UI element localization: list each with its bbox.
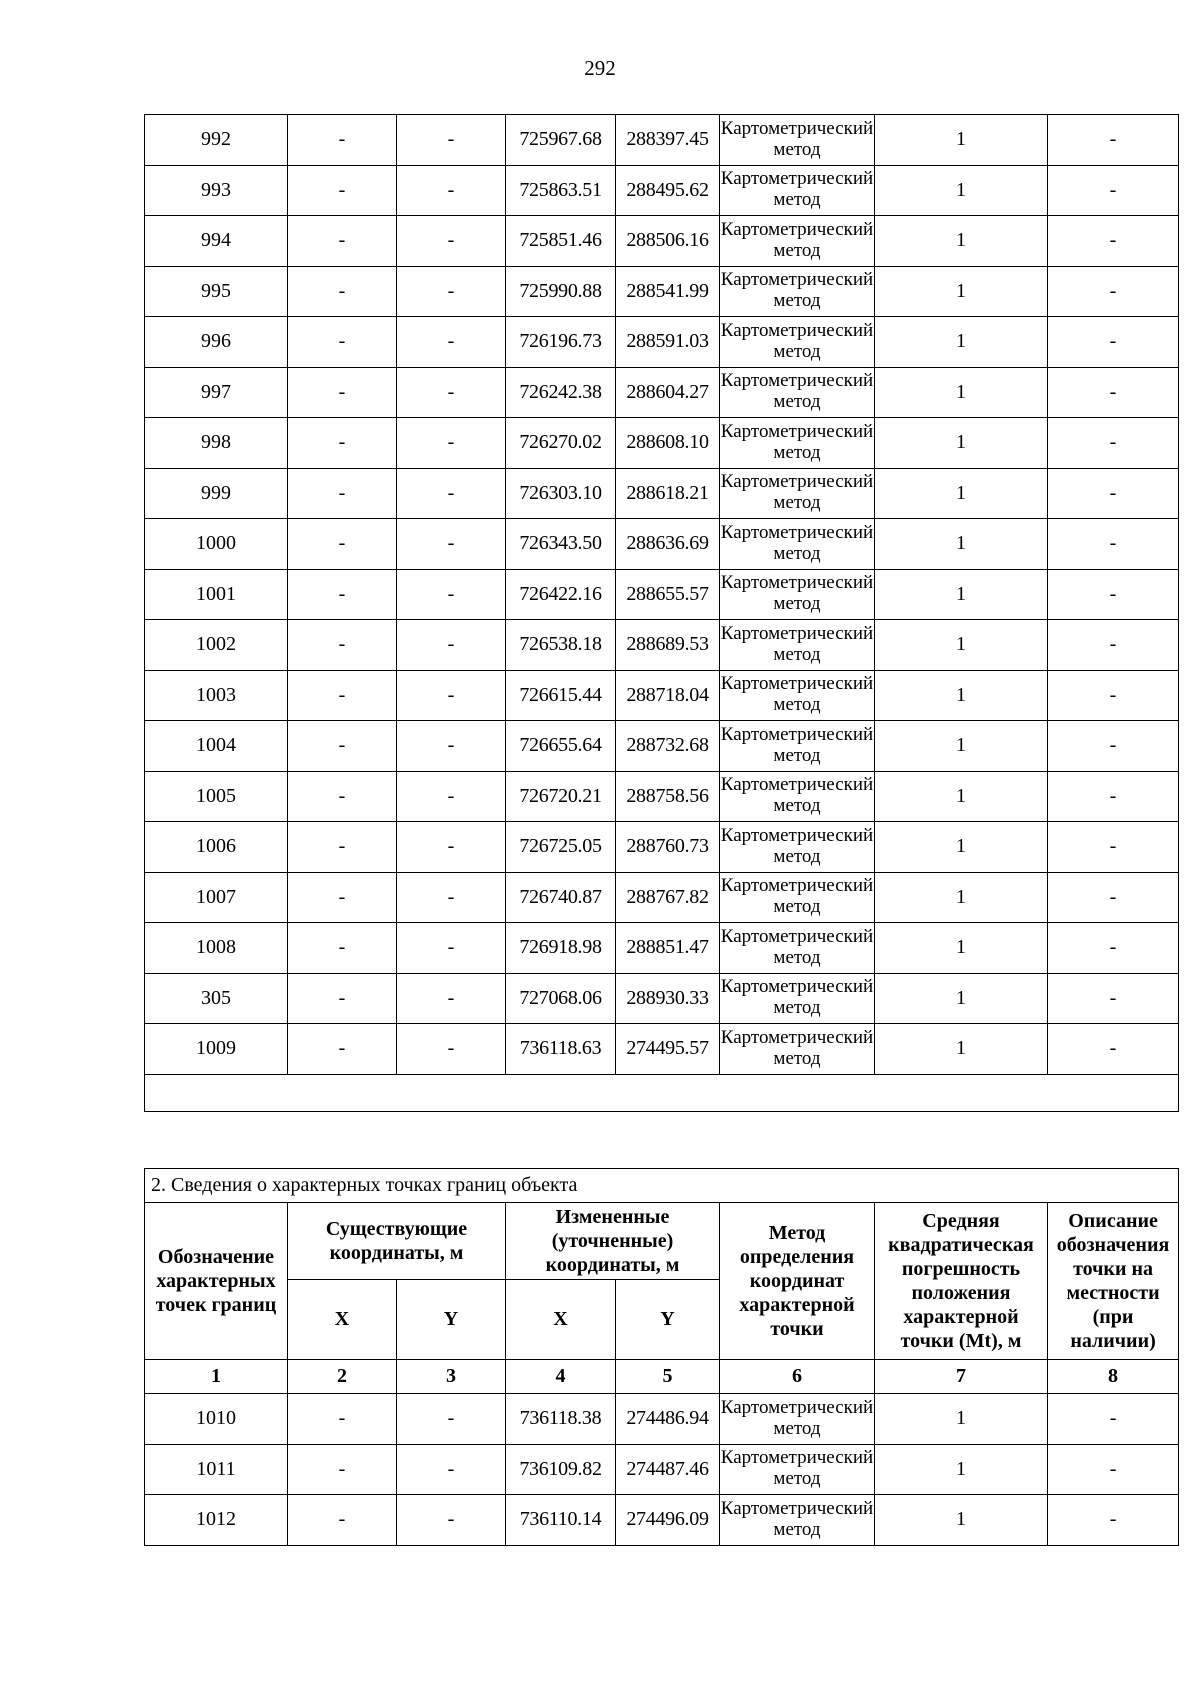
y-cell: 274487.46 bbox=[616, 1444, 720, 1495]
existing-x-cell: - bbox=[288, 721, 397, 772]
existing-y-cell: - bbox=[397, 367, 506, 418]
existing-y-cell: - bbox=[397, 165, 506, 216]
header-existing-x: X bbox=[288, 1280, 397, 1360]
method-cell: Картометрический метод bbox=[720, 165, 875, 216]
method-cell: Картометрический метод bbox=[720, 1444, 875, 1495]
x-cell: 725990.88 bbox=[506, 266, 616, 317]
boundary-points-table bbox=[144, 1168, 1179, 1546]
existing-y-cell: - bbox=[397, 266, 506, 317]
x-cell: 726303.10 bbox=[506, 468, 616, 519]
y-cell: 288930.33 bbox=[616, 973, 720, 1024]
existing-x-cell: - bbox=[288, 418, 397, 469]
point-cell: 994 bbox=[145, 216, 288, 267]
existing-y-cell: - bbox=[397, 1024, 506, 1075]
header-mt: Средняя квадратическая погрешность положения характерной точки (Mt), м bbox=[875, 1203, 1048, 1360]
existing-y-cell: - bbox=[397, 569, 506, 620]
existing-x-cell: - bbox=[288, 569, 397, 620]
y-cell: 288397.45 bbox=[616, 115, 720, 166]
column-number: 7 bbox=[875, 1360, 1048, 1394]
mt-cell: 1 bbox=[875, 1444, 1048, 1495]
existing-y-cell: - bbox=[397, 317, 506, 368]
point-cell: 999 bbox=[145, 468, 288, 519]
method-cell: Картометрический метод bbox=[720, 923, 875, 974]
description-cell: - bbox=[1048, 620, 1179, 671]
existing-x-cell: - bbox=[288, 266, 397, 317]
method-cell: Картометрический метод bbox=[720, 670, 875, 721]
description-cell: - bbox=[1048, 1394, 1179, 1445]
description-cell: - bbox=[1048, 872, 1179, 923]
table-row bbox=[145, 973, 1179, 1024]
table-row bbox=[145, 1495, 1179, 1546]
mt-cell: 1 bbox=[875, 620, 1048, 671]
description-cell: - bbox=[1048, 468, 1179, 519]
header-existing-y: Y bbox=[397, 1280, 506, 1360]
mt-cell: 1 bbox=[875, 1024, 1048, 1075]
method-cell: Картометрический метод bbox=[720, 1495, 875, 1546]
method-cell: Картометрический метод bbox=[720, 771, 875, 822]
existing-y-cell: - bbox=[397, 670, 506, 721]
y-cell: 288760.73 bbox=[616, 822, 720, 873]
boundary-points-table-continued bbox=[144, 114, 1179, 1112]
point-cell: 996 bbox=[145, 317, 288, 368]
description-cell: - bbox=[1048, 569, 1179, 620]
method-cell: Картометрический метод bbox=[720, 1394, 875, 1445]
description-cell: - bbox=[1048, 1024, 1179, 1075]
point-cell: 997 bbox=[145, 367, 288, 418]
x-cell: 726242.38 bbox=[506, 367, 616, 418]
point-cell: 1001 bbox=[145, 569, 288, 620]
method-cell: Картометрический метод bbox=[720, 266, 875, 317]
existing-y-cell: - bbox=[397, 1394, 506, 1445]
point-cell: 1006 bbox=[145, 822, 288, 873]
x-cell: 726270.02 bbox=[506, 418, 616, 469]
mt-cell: 1 bbox=[875, 923, 1048, 974]
table-row bbox=[145, 670, 1179, 721]
existing-y-cell: - bbox=[397, 468, 506, 519]
method-cell: Картометрический метод bbox=[720, 418, 875, 469]
point-cell: 1010 bbox=[145, 1394, 288, 1445]
mt-cell: 1 bbox=[875, 1394, 1048, 1445]
existing-x-cell: - bbox=[288, 1495, 397, 1546]
x-cell: 736118.63 bbox=[506, 1024, 616, 1075]
table-row bbox=[145, 418, 1179, 469]
method-cell: Картометрический метод bbox=[720, 468, 875, 519]
x-cell: 736109.82 bbox=[506, 1444, 616, 1495]
x-cell: 736110.14 bbox=[506, 1495, 616, 1546]
point-cell: 1000 bbox=[145, 519, 288, 570]
mt-cell: 1 bbox=[875, 418, 1048, 469]
existing-y-cell: - bbox=[397, 721, 506, 772]
mt-cell: 1 bbox=[875, 822, 1048, 873]
point-cell: 995 bbox=[145, 266, 288, 317]
description-cell: - bbox=[1048, 165, 1179, 216]
mt-cell: 1 bbox=[875, 519, 1048, 570]
table-row bbox=[145, 519, 1179, 570]
existing-y-cell: - bbox=[397, 822, 506, 873]
table-row bbox=[145, 771, 1179, 822]
method-cell: Картометрический метод bbox=[720, 317, 875, 368]
y-cell: 288541.99 bbox=[616, 266, 720, 317]
description-cell: - bbox=[1048, 115, 1179, 166]
point-cell: 1012 bbox=[145, 1495, 288, 1546]
y-cell: 274486.94 bbox=[616, 1394, 720, 1445]
existing-x-cell: - bbox=[288, 1394, 397, 1445]
method-cell: Картометрический метод bbox=[720, 519, 875, 570]
y-cell: 288636.69 bbox=[616, 519, 720, 570]
existing-y-cell: - bbox=[397, 519, 506, 570]
description-cell: - bbox=[1048, 771, 1179, 822]
header-point-designation: Обозначение характерных точек границ bbox=[145, 1203, 288, 1360]
table-row bbox=[145, 721, 1179, 772]
mt-cell: 1 bbox=[875, 115, 1048, 166]
column-number: 2 bbox=[288, 1360, 397, 1394]
description-cell: - bbox=[1048, 216, 1179, 267]
y-cell: 288758.56 bbox=[616, 771, 720, 822]
y-cell: 288618.21 bbox=[616, 468, 720, 519]
description-cell: - bbox=[1048, 418, 1179, 469]
x-cell: 726740.87 bbox=[506, 872, 616, 923]
x-cell: 725967.68 bbox=[506, 115, 616, 166]
existing-y-cell: - bbox=[397, 872, 506, 923]
mt-cell: 1 bbox=[875, 216, 1048, 267]
description-cell: - bbox=[1048, 317, 1179, 368]
method-cell: Картометрический метод bbox=[720, 1024, 875, 1075]
x-cell: 726655.64 bbox=[506, 721, 616, 772]
table-row bbox=[145, 317, 1179, 368]
method-cell: Картометрический метод bbox=[720, 115, 875, 166]
mt-cell: 1 bbox=[875, 165, 1048, 216]
table-row bbox=[145, 1024, 1179, 1075]
header-method: Метод определения координат характерной точки bbox=[720, 1203, 875, 1360]
x-cell: 726343.50 bbox=[506, 519, 616, 570]
x-cell: 725851.46 bbox=[506, 216, 616, 267]
empty-cell bbox=[145, 1074, 1179, 1111]
x-cell: 726725.05 bbox=[506, 822, 616, 873]
existing-x-cell: - bbox=[288, 115, 397, 166]
y-cell: 288608.10 bbox=[616, 418, 720, 469]
table-row bbox=[145, 569, 1179, 620]
existing-y-cell: - bbox=[397, 1444, 506, 1495]
existing-x-cell: - bbox=[288, 822, 397, 873]
mt-cell: 1 bbox=[875, 468, 1048, 519]
existing-x-cell: - bbox=[288, 670, 397, 721]
description-cell: - bbox=[1048, 519, 1179, 570]
existing-x-cell: - bbox=[288, 1024, 397, 1075]
x-cell: 726720.21 bbox=[506, 771, 616, 822]
existing-x-cell: - bbox=[288, 519, 397, 570]
mt-cell: 1 bbox=[875, 872, 1048, 923]
y-cell: 288495.62 bbox=[616, 165, 720, 216]
point-cell: 1005 bbox=[145, 771, 288, 822]
y-cell: 288732.68 bbox=[616, 721, 720, 772]
table-row bbox=[145, 367, 1179, 418]
method-cell: Картометрический метод bbox=[720, 822, 875, 873]
existing-x-cell: - bbox=[288, 216, 397, 267]
description-cell: - bbox=[1048, 822, 1179, 873]
existing-y-cell: - bbox=[397, 115, 506, 166]
description-cell: - bbox=[1048, 1444, 1179, 1495]
table-row bbox=[145, 822, 1179, 873]
y-cell: 288689.53 bbox=[616, 620, 720, 671]
table-row bbox=[145, 115, 1179, 166]
method-cell: Картометрический метод bbox=[720, 620, 875, 671]
header-changed-x: X bbox=[506, 1280, 616, 1360]
x-cell: 726538.18 bbox=[506, 620, 616, 671]
x-cell: 726615.44 bbox=[506, 670, 616, 721]
description-cell: - bbox=[1048, 973, 1179, 1024]
column-number: 8 bbox=[1048, 1360, 1179, 1394]
column-number: 5 bbox=[616, 1360, 720, 1394]
point-cell: 993 bbox=[145, 165, 288, 216]
mt-cell: 1 bbox=[875, 569, 1048, 620]
table-row bbox=[145, 620, 1179, 671]
existing-y-cell: - bbox=[397, 620, 506, 671]
existing-x-cell: - bbox=[288, 317, 397, 368]
column-number: 3 bbox=[397, 1360, 506, 1394]
y-cell: 274496.09 bbox=[616, 1495, 720, 1546]
column-number: 1 bbox=[145, 1360, 288, 1394]
existing-x-cell: - bbox=[288, 468, 397, 519]
table-row bbox=[145, 216, 1179, 267]
x-cell: 726422.16 bbox=[506, 569, 616, 620]
y-cell: 288767.82 bbox=[616, 872, 720, 923]
point-cell: 1007 bbox=[145, 872, 288, 923]
description-cell: - bbox=[1048, 923, 1179, 974]
existing-y-cell: - bbox=[397, 1495, 506, 1546]
y-cell: 288655.57 bbox=[616, 569, 720, 620]
point-cell: 1002 bbox=[145, 620, 288, 671]
description-cell: - bbox=[1048, 367, 1179, 418]
method-cell: Картометрический метод bbox=[720, 367, 875, 418]
table-row bbox=[145, 1444, 1179, 1495]
empty-row bbox=[145, 1074, 1179, 1111]
y-cell: 288506.16 bbox=[616, 216, 720, 267]
x-cell: 725863.51 bbox=[506, 165, 616, 216]
description-cell: - bbox=[1048, 266, 1179, 317]
x-cell: 726918.98 bbox=[506, 923, 616, 974]
section-title: 2. Сведения о характерных точках границ объекта bbox=[145, 1169, 1179, 1203]
page-number: 292 bbox=[584, 56, 616, 80]
method-cell: Картометрический метод bbox=[720, 973, 875, 1024]
existing-x-cell: - bbox=[288, 771, 397, 822]
y-cell: 288718.04 bbox=[616, 670, 720, 721]
mt-cell: 1 bbox=[875, 1495, 1048, 1546]
mt-cell: 1 bbox=[875, 721, 1048, 772]
point-cell: 1011 bbox=[145, 1444, 288, 1495]
x-cell: 727068.06 bbox=[506, 973, 616, 1024]
method-cell: Картометрический метод bbox=[720, 569, 875, 620]
mt-cell: 1 bbox=[875, 973, 1048, 1024]
table-row bbox=[145, 923, 1179, 974]
table-row bbox=[145, 266, 1179, 317]
existing-x-cell: - bbox=[288, 872, 397, 923]
mt-cell: 1 bbox=[875, 317, 1048, 368]
table-row bbox=[145, 872, 1179, 923]
y-cell: 288604.27 bbox=[616, 367, 720, 418]
mt-cell: 1 bbox=[875, 670, 1048, 721]
column-number: 4 bbox=[506, 1360, 616, 1394]
table-row bbox=[145, 165, 1179, 216]
y-cell: 274495.57 bbox=[616, 1024, 720, 1075]
existing-x-cell: - bbox=[288, 165, 397, 216]
point-cell: 1003 bbox=[145, 670, 288, 721]
mt-cell: 1 bbox=[875, 771, 1048, 822]
mt-cell: 1 bbox=[875, 266, 1048, 317]
point-cell: 1008 bbox=[145, 923, 288, 974]
x-cell: 736118.38 bbox=[506, 1394, 616, 1445]
header-changed-coords: Измененные (уточненные) координаты, м bbox=[506, 1203, 720, 1280]
y-cell: 288591.03 bbox=[616, 317, 720, 368]
existing-x-cell: - bbox=[288, 923, 397, 974]
y-cell: 288851.47 bbox=[616, 923, 720, 974]
x-cell: 726196.73 bbox=[506, 317, 616, 368]
point-cell: 1009 bbox=[145, 1024, 288, 1075]
point-cell: 305 bbox=[145, 973, 288, 1024]
existing-y-cell: - bbox=[397, 216, 506, 267]
existing-x-cell: - bbox=[288, 1444, 397, 1495]
description-cell: - bbox=[1048, 670, 1179, 721]
point-cell: 998 bbox=[145, 418, 288, 469]
point-cell: 1004 bbox=[145, 721, 288, 772]
column-number: 6 bbox=[720, 1360, 875, 1394]
existing-y-cell: - bbox=[397, 923, 506, 974]
description-cell: - bbox=[1048, 1495, 1179, 1546]
header-description: Описание обозначения точки на местности (при наличии) bbox=[1048, 1203, 1179, 1360]
existing-y-cell: - bbox=[397, 418, 506, 469]
description-cell: - bbox=[1048, 721, 1179, 772]
point-cell: 992 bbox=[145, 115, 288, 166]
existing-x-cell: - bbox=[288, 620, 397, 671]
existing-y-cell: - bbox=[397, 771, 506, 822]
header-existing-coords: Существующие координаты, м bbox=[288, 1203, 506, 1280]
existing-x-cell: - bbox=[288, 973, 397, 1024]
header-changed-y: Y bbox=[616, 1280, 720, 1360]
table-row bbox=[145, 468, 1179, 519]
method-cell: Картометрический метод bbox=[720, 216, 875, 267]
table-row bbox=[145, 1394, 1179, 1445]
method-cell: Картометрический метод bbox=[720, 872, 875, 923]
mt-cell: 1 bbox=[875, 367, 1048, 418]
existing-y-cell: - bbox=[397, 973, 506, 1024]
method-cell: Картометрический метод bbox=[720, 721, 875, 772]
existing-x-cell: - bbox=[288, 367, 397, 418]
